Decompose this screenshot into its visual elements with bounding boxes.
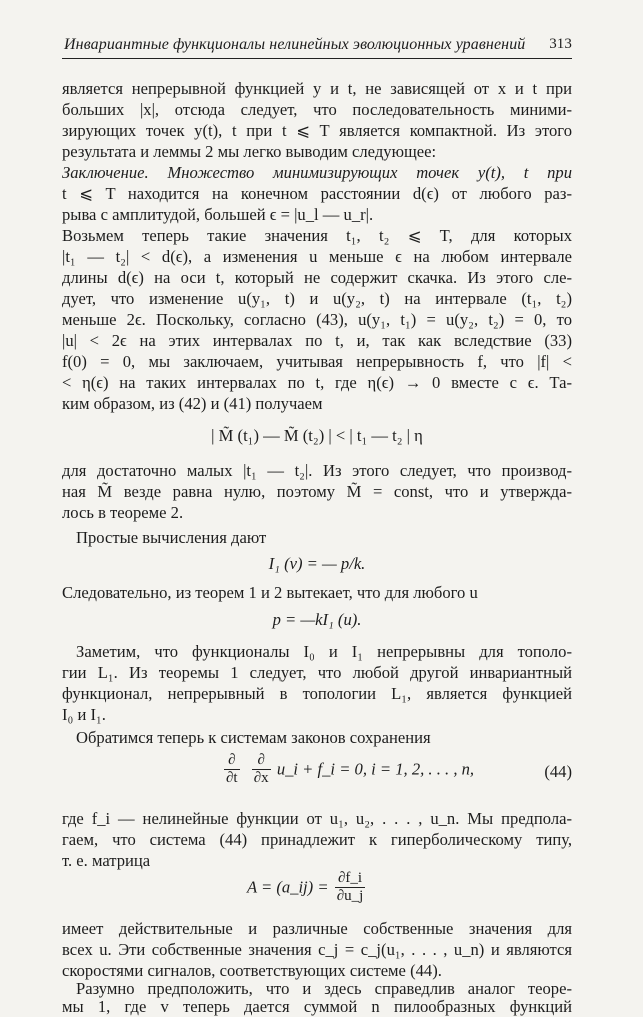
text-line: лось в теореме 2. <box>62 503 184 522</box>
text-line: является непрерывной функцией y и t, не зависящей от x и t при <box>62 79 572 98</box>
equation-mtilde: | M̃ (t₁) — M̃ (t₂) | < | t₁ — t₂ | η <box>211 426 423 445</box>
text-line: рыва с амплитудой, большей ϵ = |u_l — u_r|. <box>62 205 374 224</box>
text-line: I₀ и I₁. <box>62 705 106 724</box>
running-header <box>62 36 572 59</box>
text-line: |u| < 2ϵ на этих интервалах по t, и, так как вследствие (33) <box>62 331 572 350</box>
text-line: |t₁ — t₂| < d(ϵ), а изменения u меньше ϵ на любом интервале <box>62 247 572 266</box>
text-line: зирующих точек y(t), t при t ⩽ T является компактной. Из этого <box>62 121 572 140</box>
text-line: всех u. Эти собственные значения c_j = c_j(u₁, . . . , u_n) и являются <box>62 940 572 959</box>
text-line: Обратимся теперь к системам законов сохранения <box>76 728 431 747</box>
equation-label: (44) <box>544 762 572 781</box>
text-line: < η(ϵ) на таких интервалах по t, где η(ϵ) → 0 вместе с ϵ. Та- <box>62 373 572 392</box>
text-line: f(0) = 0, мы заключаем, учитывая непрерывность f, что |f| < <box>62 352 572 371</box>
text-line: t ⩽ T находится на конечном расстоянии d(ϵ) от любого раз- <box>62 184 572 203</box>
text-line: мы 1, где v теперь дается суммой n пилообразных функций <box>62 997 572 1016</box>
text-line: Возьмем теперь такие значения t₁, t₂ ⩽ T, для которых <box>62 226 572 245</box>
text-line: дует, что изменение u(y₁, t) и u(y₂, t) на интервале (t₁, t₂) <box>62 289 572 308</box>
page-number: 313 <box>549 36 572 52</box>
text-line: больших |x|, отсюда следует, что последовательность миними- <box>62 100 572 119</box>
matrix-lhs: A = (a_ij) = <box>247 877 329 897</box>
fraction-d-dt: $\frac{\partial}{\partial t}$ <box>226 752 238 786</box>
text-line: ким образом, из (42) и (41) получаем <box>62 394 323 413</box>
text-line: ная M̃ везде равна нулю, поэтому M̃ = const, что и утвержда- <box>62 482 572 501</box>
text-line: т. е. матрица <box>62 851 151 870</box>
text-line: длины d(ϵ) на оси t, который не содержит скачка. Из этого сле- <box>62 268 572 287</box>
text-line: Следовательно, из теорем 1 и 2 вытекает, что для любого u <box>62 583 478 602</box>
conclusion-line: Заключение. Множество минимизирующих точек y(t), t при <box>62 163 572 182</box>
fraction-dfi-duj: $\frac{\partial f\_i}{\partial u\_j}$ <box>336 870 364 904</box>
text-line: Заметим, что функционалы I₀ и I₁ непрерывны для тополо- <box>76 642 572 661</box>
header-title: Инвариантные функционалы нелинейных эволюционных уравнений <box>64 36 526 53</box>
text-line: для достаточно малых |t₁ — t₂|. Из этого следует, что производ- <box>62 461 572 480</box>
text-line: меньше 2ϵ. Поскольку, согласно (43), u(y₁, t₁) = u(y₂, t₂) = 0, то <box>62 310 572 329</box>
fraction-d-dx: $\frac{\partial}{\partial x}$ <box>253 752 269 786</box>
text-line: результата и леммы 2 мы легко выводим следующее: <box>62 142 437 161</box>
text-line: гии L₁. Из теоремы 1 следует, что любой другой инвариантный <box>62 663 572 682</box>
text-line: скоростями сигналов, соответствующих системе (44). <box>62 961 442 980</box>
text-line: функционал, непрерывный в топологии L₁, является функцией <box>62 684 572 703</box>
text-line: имеет действительные и различные собственные значения для <box>62 919 572 938</box>
text-line: Разумно предположить, что и здесь справедлив аналог теоре- <box>76 979 572 998</box>
equation-i1v: I₁ (v) = — p/k. <box>268 554 366 573</box>
text-line: Простые вычисления дают <box>76 528 267 547</box>
equation-p: p = —kI₁ (u). <box>272 610 362 629</box>
text-line: гаем, что система (44) принадлежит к гиперболическому типу, <box>62 830 572 849</box>
equation-44-body: u_i + f_i = 0, i = 1, 2, . . . , n, <box>276 759 475 779</box>
equation-44 <box>62 752 572 796</box>
equation-matrix <box>62 870 572 914</box>
text-line: где f_i — нелинейные функции от u₁, u₂, . . . , u_n. Мы предпола- <box>62 809 572 828</box>
